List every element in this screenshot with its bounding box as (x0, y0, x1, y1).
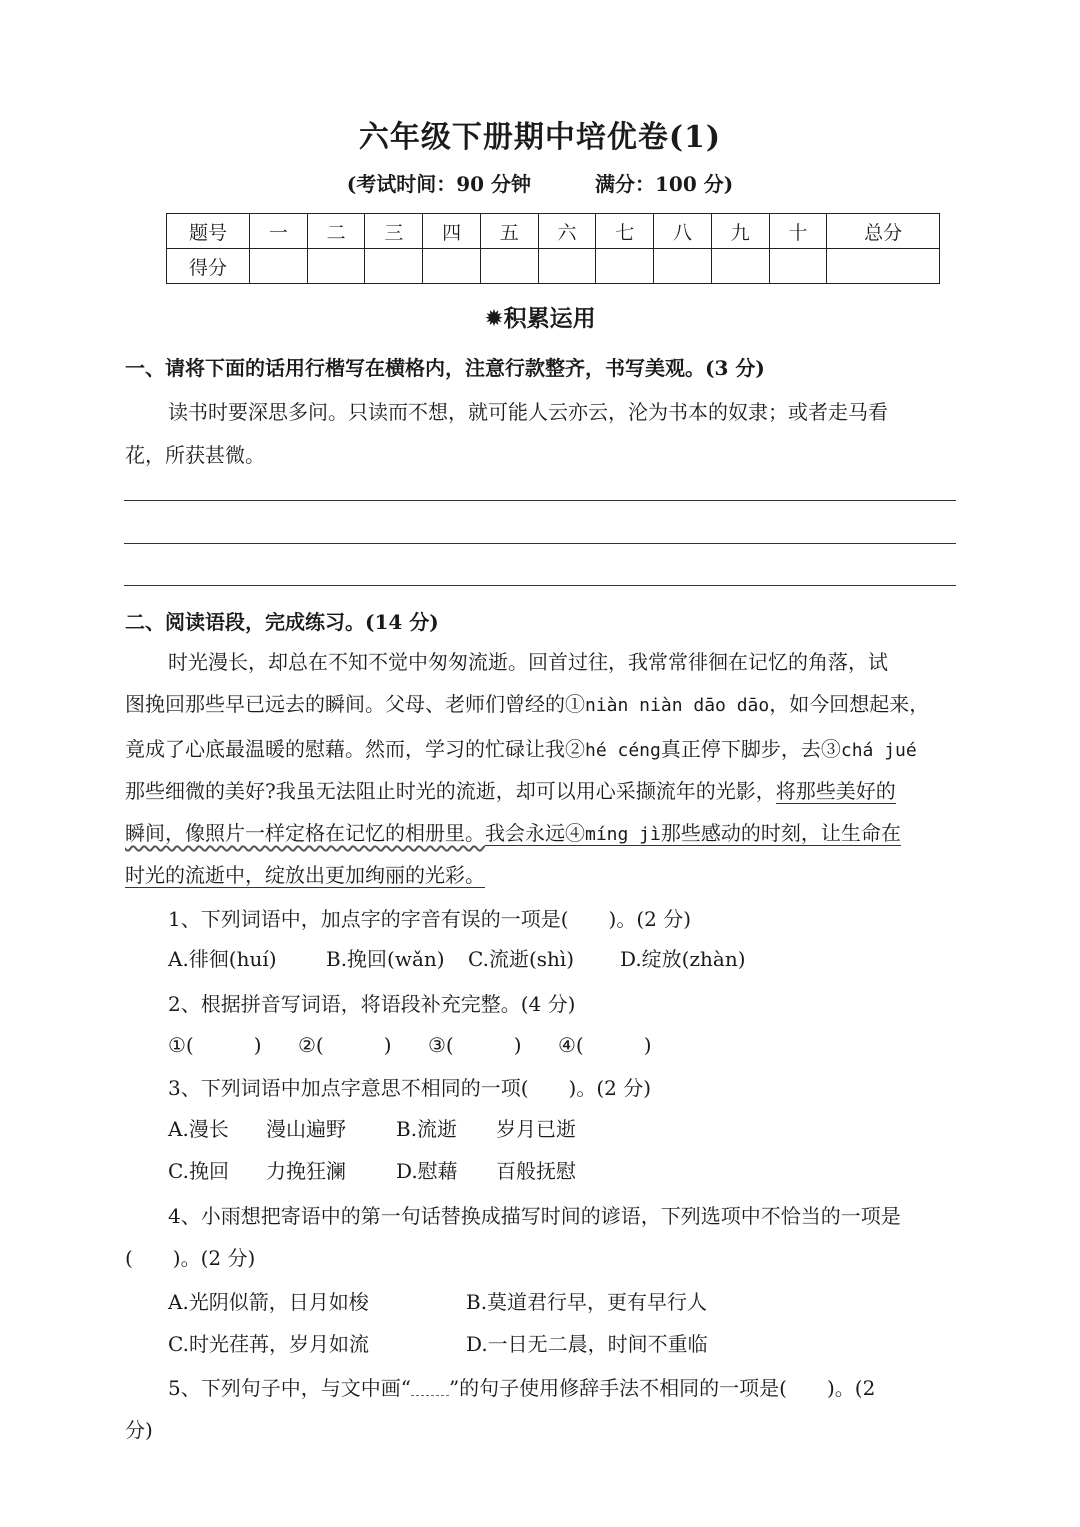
passage-line (125, 733, 955, 762)
score-cell: 七 (596, 214, 654, 249)
writing-line[interactable] (124, 500, 956, 501)
passage-line (125, 859, 955, 888)
subq5-text-cont: 分) (125, 1418, 153, 1442)
passage-text: 那些感动的时刻，让生命在 (660, 821, 901, 845)
score-cell: 题号 (167, 214, 250, 249)
option-c[interactable]: C.流逝(shì) (468, 947, 575, 971)
score-blank-cell[interactable] (480, 249, 538, 284)
subq1-text: 1、下列词语中，加点字的字音有误的一项是( )。(2 分) (168, 907, 692, 931)
score-cell: 二 (307, 214, 365, 249)
section-title: ✹积累运用 (484, 306, 596, 332)
q1-heading: 一、请将下面的话用行楷写在横格内，注意行款整齐，书写美观。(3 分) (125, 356, 765, 380)
score-cell: 八 (654, 214, 712, 249)
subq5-text-part: ”的句子使用修辞手法不相同的一项是( )。(2 (448, 1376, 876, 1400)
answer-blank-2[interactable]: ②( ) (298, 1033, 392, 1057)
passage-text: 那些细微的美好?我虽无法阻止时光的流逝，却可以用心采撷流年的光影， (125, 779, 776, 803)
q1-text-line: 读书时要深思多问。只读而不想，就可能人云亦云，沦为书本的奴隶；或者走马看 (168, 400, 888, 424)
score-blank-cell[interactable] (769, 249, 827, 284)
option-a[interactable]: A.光阴似箭，日月如梭 (168, 1290, 369, 1314)
score-blank-cell[interactable] (250, 249, 308, 284)
score-cell: 五 (480, 214, 538, 249)
passage-text: 真正停下脚步，去③ (660, 737, 841, 761)
subq2-blanks (168, 1029, 998, 1058)
score-blank-cell[interactable] (654, 249, 712, 284)
passage-text: 图挽回那些早已远去的瞬间。父母、老师们曾经的① (125, 692, 585, 716)
option-c-word: 力挽狂澜 (266, 1159, 346, 1183)
option-a[interactable]: A.徘徊(huí) (168, 947, 277, 971)
option-b-word: 岁月已逝 (496, 1117, 576, 1141)
passage-line: 时光漫长，却总在不知不觉中匆匆流逝。回首过往，我常常徘徊在记忆的角落，试 (168, 650, 888, 674)
underlined-sentence: 将那些美好的 (775, 779, 896, 803)
option-d[interactable]: D.一日无二晨，时间不重临 (466, 1332, 708, 1356)
q2-heading: 二、阅读语段，完成练习。(14 分) (125, 610, 439, 634)
option-c[interactable]: C.时光荏苒，岁月如流 (168, 1332, 369, 1356)
subq3-options-row (168, 1155, 998, 1184)
writing-line[interactable] (124, 543, 956, 544)
score-table-score-row (167, 249, 940, 284)
passage-line (125, 775, 955, 804)
passage-text: ，如今回想起来， (769, 692, 930, 716)
score-blank-cell[interactable] (596, 249, 654, 284)
option-b[interactable]: B.挽回(wǎn) (326, 947, 445, 971)
option-d-word: 百般抚慰 (496, 1159, 576, 1183)
subq4-text-cont: ( )。(2 分) (125, 1246, 256, 1270)
page-title: 六年级下册期中培优卷(1) (358, 120, 722, 155)
subq5-text-part: 5、下列句子中，与文中画“ (168, 1376, 411, 1400)
underlined-sentence (485, 821, 901, 846)
score-blank-cell[interactable] (538, 249, 596, 284)
answer-blank-1[interactable]: ①( ) (168, 1033, 262, 1057)
score-cell: 九 (711, 214, 769, 249)
score-blank-cell[interactable] (827, 249, 940, 284)
passage-text: 我会永远④ (485, 821, 585, 845)
underline-sample (411, 1383, 449, 1396)
subq4-options-row (168, 1328, 998, 1357)
pinyin-prompt-1: niàn niàn dāo dāo (585, 695, 770, 716)
score-cell: 一 (250, 214, 308, 249)
pinyin-prompt-2: hé céng (585, 740, 661, 761)
passage-line (125, 817, 955, 846)
subq2-text: 2、根据拼音写词语，将语段补充完整。(4 分) (168, 992, 576, 1016)
wavy-underlined-sentence: 瞬间，像照片一样定格在记忆的相册里。 (125, 821, 485, 845)
underlined-sentence: 时光的流逝中，绽放出更加绚丽的光彩。 (125, 863, 485, 887)
passage-text: 竟成了心底最温暖的慰藉。然而，学习的忙碌让我② (125, 737, 585, 761)
option-d[interactable]: D.慰藉 (396, 1159, 458, 1183)
score-blank-cell[interactable] (307, 249, 365, 284)
score-blank-cell[interactable] (423, 249, 481, 284)
exam-info (0, 168, 1080, 197)
answer-blank-3[interactable]: ③( ) (428, 1033, 522, 1057)
option-b[interactable]: B.流逝 (396, 1117, 458, 1141)
exam-time: (考试时间：90 分钟 (346, 172, 532, 196)
subq5-text (168, 1372, 998, 1401)
pinyin-prompt-3: chá jué (840, 740, 917, 761)
option-a-word: 漫山遍野 (266, 1117, 346, 1141)
score-blank-cell[interactable] (711, 249, 769, 284)
score-cell: 十 (769, 214, 827, 249)
subq1-options (168, 943, 998, 972)
score-cell: 总分 (827, 214, 940, 249)
option-d[interactable]: D.绽放(zhàn) (620, 947, 746, 971)
writing-line[interactable] (124, 585, 956, 586)
score-blank-cell[interactable] (365, 249, 423, 284)
option-c[interactable]: C.挽回 (168, 1159, 229, 1183)
answer-blank-4[interactable]: ④( ) (558, 1033, 652, 1057)
option-a[interactable]: A.漫长 (168, 1117, 229, 1141)
score-cell: 三 (365, 214, 423, 249)
score-cell: 六 (538, 214, 596, 249)
q1-text-line: 花，所获甚微。 (125, 443, 265, 467)
score-cell: 四 (423, 214, 481, 249)
passage-line (125, 688, 955, 717)
exam-full-score: 满分：100 分) (595, 172, 734, 196)
subq4-options-row (168, 1286, 998, 1315)
subq3-options-row (168, 1113, 998, 1142)
score-table (166, 213, 940, 284)
subq4-text: 4、小雨想把寄语中的第一句话替换成描写时间的谚语，下列选项中不恰当的一项是 (168, 1204, 901, 1228)
pinyin-prompt-4: míng jì (585, 824, 661, 845)
subq3-text: 3、下列词语中加点字意思不相同的一项( )。(2 分) (168, 1076, 652, 1100)
option-b[interactable]: B.莫道君行早，更有早行人 (466, 1290, 708, 1314)
score-cell: 得分 (167, 249, 250, 284)
score-table-header-row (167, 214, 940, 249)
